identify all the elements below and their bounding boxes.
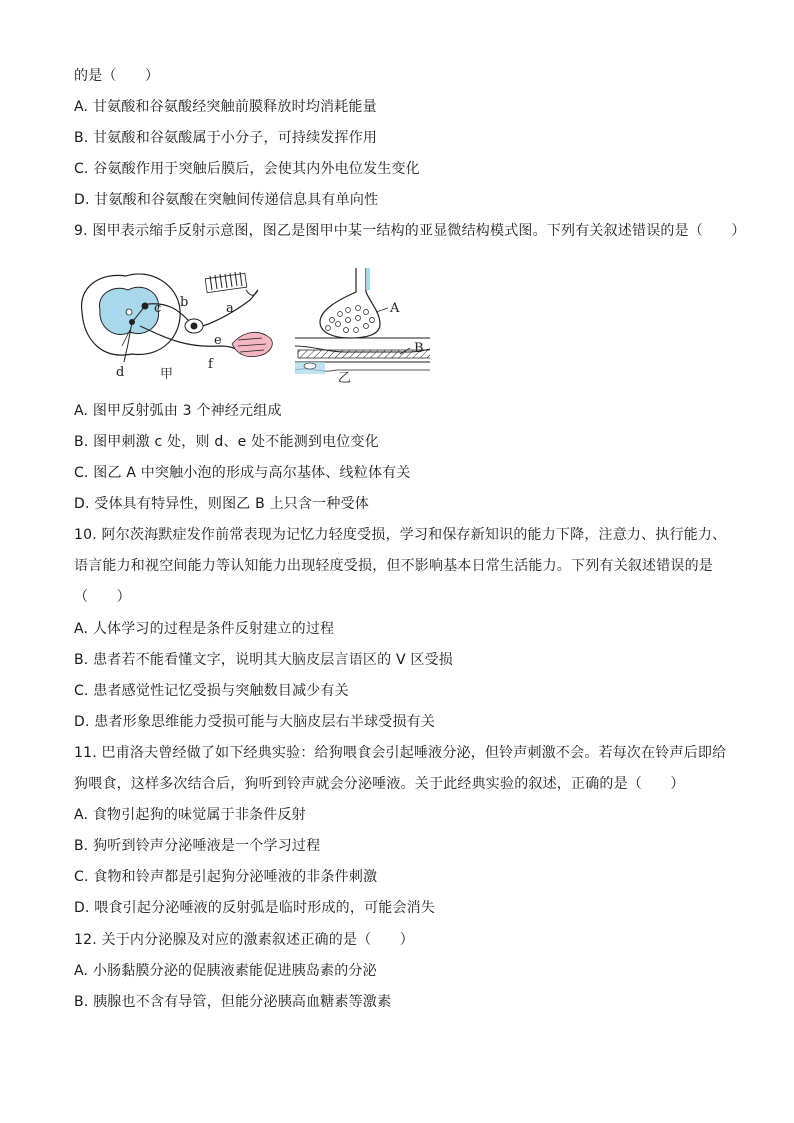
option-line: A. 图甲反射弧由 3 个神经元组成 bbox=[74, 403, 282, 419]
option-line: A. 甘氨酸和谷氨酸经突触前膜释放时均消耗能量 bbox=[74, 99, 377, 115]
option-line: A. 食物引起狗的味觉属于非条件反射 bbox=[74, 807, 306, 823]
option-line: D. 受体具有特异性，则图乙 B 上只含一种受体 bbox=[74, 496, 369, 512]
option-line: A. 人体学习的过程是条件反射建立的过程 bbox=[74, 621, 335, 637]
effector-muscle bbox=[232, 332, 272, 356]
label-c: c bbox=[154, 301, 162, 316]
text-line: 的是（ ） bbox=[74, 68, 160, 84]
label-e: e bbox=[214, 333, 222, 348]
option-line: B. 甘氨酸和谷氨酸属于小分子，可持续发挥作用 bbox=[74, 130, 378, 146]
reflex-arc-figure bbox=[70, 262, 430, 384]
label-f: f bbox=[208, 357, 213, 372]
option-line: D. 甘氨酸和谷氨酸在突触间传递信息具有单向性 bbox=[74, 192, 379, 208]
question-10-stem: （ ） bbox=[74, 589, 131, 605]
option-line: D. 患者形象思维能力受损可能与大脑皮层右半球受损有关 bbox=[74, 714, 436, 730]
option-line: C. 患者感觉性记忆受损与突触数目减少有关 bbox=[74, 683, 349, 699]
question-11-stem: 11. 巴甫洛夫曾经做了如下经典实验：给狗喂食会引起唾液分泌，但铃声刺激不会。若每次在铃声后即给 bbox=[74, 745, 727, 761]
option-line: D. 喂食引起分泌唾液的反射弧是临时形成的，可能会消失 bbox=[74, 900, 436, 916]
option-line: C. 谷氨酸作用于突触后膜后，会使其内外电位发生变化 bbox=[74, 161, 420, 177]
label-d: d bbox=[116, 365, 125, 380]
option-line: C. 图乙 A 中突触小泡的形成与高尔基体、线粒体有关 bbox=[74, 465, 411, 481]
caption-yi: 乙 bbox=[338, 371, 352, 384]
question-10-stem: 语言能力和视空间能力等认知能力出现轻度受损，但不影响基本日常生活能力。下列有关叙述错误的是 bbox=[74, 558, 713, 574]
label-a: a bbox=[226, 301, 234, 316]
option-line: B. 狗听到铃声分泌唾液是一个学习过程 bbox=[74, 838, 321, 854]
caption-jia: 甲 bbox=[160, 367, 174, 382]
question-10-stem: 10. 阿尔茨海默症发作前常表现为记忆力轻度受损，学习和保存新知识的能力下降，注意力、执行能力、 bbox=[74, 527, 727, 543]
option-line: B. 胰腺也不含有导管，但能分泌胰高血糖素等激素 bbox=[74, 994, 392, 1010]
option-line: B. 患者若不能看懂文字，说明其大脑皮层言语区的 V 区受损 bbox=[74, 652, 453, 668]
question-11-stem: 狗喂食，这样多次结合后，狗听到铃声就会分泌唾液。关于此经典实验的叙述，正确的是（ ） bbox=[74, 776, 685, 792]
spinal-cord-diagram bbox=[82, 272, 273, 382]
label-b: b bbox=[180, 295, 189, 310]
receptor-skin bbox=[205, 272, 258, 295]
question-9-stem: 9. 图甲表示缩手反射示意图，图乙是图甲中某一结构的亚显微结构模式图。下列有关叙述错误的是（ ） bbox=[74, 223, 746, 239]
synapse-diagram bbox=[295, 268, 430, 384]
label-B: B bbox=[414, 341, 424, 356]
question-12-stem: 12. 关于内分泌腺及对应的激素叙述正确的是（ ） bbox=[74, 932, 414, 948]
label-A: A bbox=[390, 301, 400, 316]
option-line: B. 图甲刺激 c 处，则 d、e 处不能测到电位变化 bbox=[74, 434, 379, 450]
option-line: C. 食物和铃声都是引起狗分泌唾液的非条件刺激 bbox=[74, 869, 378, 885]
option-line: A. 小肠黏膜分泌的促胰液素能促进胰岛素的分泌 bbox=[74, 963, 377, 979]
